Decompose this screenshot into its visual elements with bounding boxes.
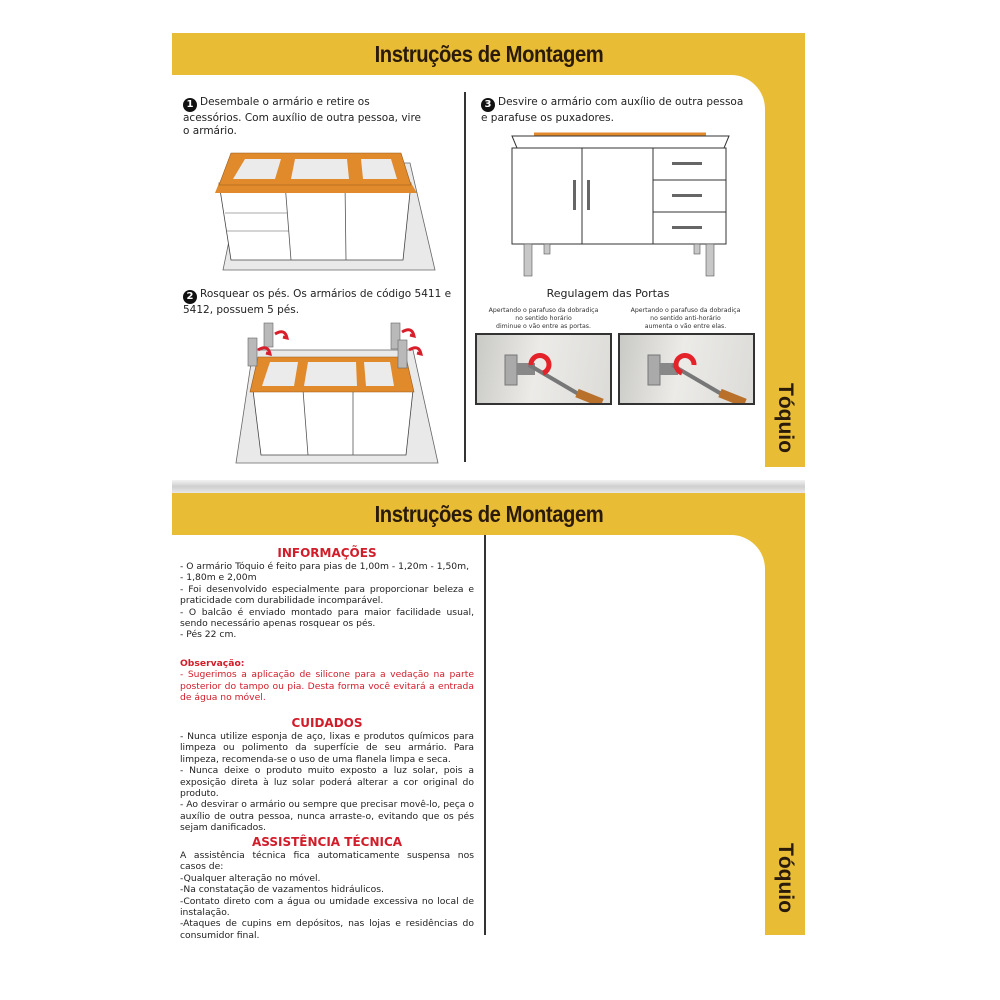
info-item: - 1,80m e 2,00m [180, 572, 257, 584]
hinge-photo-counterclockwise [618, 333, 755, 405]
leg [248, 338, 257, 366]
section-heading: ASSISTÊNCIA TÉCNICA [251, 835, 403, 849]
right-caption [618, 307, 753, 331]
leg [706, 244, 714, 276]
informacoes-section [180, 546, 474, 641]
column-divider [464, 92, 466, 462]
column-divider [484, 535, 486, 935]
step-number-badge: 1 [183, 98, 197, 112]
page-header [172, 33, 805, 75]
assistencia-item: -Ataques de cupins em depósitos, nas lojas e residências do consumidor final. [180, 918, 474, 941]
hinge-photo-clockwise [475, 333, 612, 405]
care-item: - Nunca deixe o produto muito exposto a luz solar, pois a exposição direta à luz solar poderá alterar a cor original do produto. [180, 765, 474, 800]
caption-line: aumenta o vão entre elas. [644, 323, 727, 330]
step-text: Desvire o armário com auxílio de outra pessoa e parafuse os puxadores. [481, 96, 744, 124]
cabinet-upright-illustration [508, 130, 733, 280]
caption-line: diminue o vão entre as portas. [496, 323, 591, 330]
brand-name: Tóquio [774, 383, 797, 453]
section-heading: CUIDADOS [291, 716, 363, 730]
info-item: - Pés 22 cm. [180, 629, 237, 641]
brand-name: Tóquio [774, 843, 797, 913]
care-item: - Nunca utilize esponja de aço, lixas e produtos químicos para limpeza ou polimento da superfície de seu armário. Para limpeza, recomenda-se o uso de uma flanela limpa e seca. [180, 731, 474, 765]
caption-line: no sentido horário [515, 315, 572, 322]
care-item: - Ao desvirar o armário ou sempre que precisar movê-lo, peça o auxílio de outra pessoa, nunca arraste-o, evitando que os pés sejam danificados. [180, 799, 474, 834]
step-text: Rosquear os pés. Os armários de código 5411 e 5412, possuem 5 pés. [183, 288, 452, 316]
assistencia-intro: A assistência técnica fica automaticamente suspensa nos casos de: [180, 850, 474, 873]
observacao-section [180, 658, 474, 704]
cabinet-legs-illustration [228, 320, 443, 465]
page-title: Instruções de Montagem [374, 500, 603, 527]
door-handle [587, 180, 590, 210]
cabinet-upside-down-illustration [205, 145, 445, 275]
step-text: Desembale o armário e retire os acessórios. Com auxílio de outra pessoa, vire o armário. [183, 96, 421, 137]
cabinet-body [219, 183, 411, 260]
info-item: - Foi desenvolvido especialmente para proporcionar beleza e praticidade com durabilidade incomparável. [180, 583, 474, 607]
assistencia-item: -Qualquer alteração no móvel. [180, 872, 321, 884]
door-adjustment-title: Regulagem das Portas [546, 287, 670, 300]
assistencia-item: -Na constatação de vazamentos hidráulicos. [180, 884, 384, 896]
caption-line: Apertando o parafuso da dobradiça [630, 307, 741, 314]
observacao-text: - Sugerimos a aplicação de silicone para a vedação na parte posterior do tampo ou pia. Desta forma você evitará a entrada de água no móvel. [180, 669, 474, 704]
brand-tab [765, 823, 805, 933]
info-item: - O balcão é enviado montado para maior facilidade usual, sendo necessário apenas rosquear os pés. [180, 606, 474, 630]
brand-tab [765, 363, 805, 473]
drawer-handle [672, 162, 702, 165]
step-2 [183, 288, 458, 317]
cuidados-section [180, 716, 474, 834]
leg [398, 340, 407, 368]
drawer-handle [672, 194, 702, 197]
caption-line: Apertando o parafuso da dobradiça [488, 307, 599, 314]
caption-line: no sentido anti-horário [650, 315, 721, 322]
rotate-arrow-icon [275, 332, 287, 338]
step-3 [481, 96, 753, 125]
section-heading: Observação: [180, 658, 245, 669]
drawer-handle [672, 226, 702, 229]
step-number-badge: 2 [183, 290, 197, 304]
door-handle [573, 180, 576, 210]
step-number-badge: 3 [481, 98, 495, 112]
page-title: Instruções de Montagem [374, 40, 603, 67]
section-heading: INFORMAÇÕES [277, 546, 377, 560]
rotate-arrow-icon [402, 330, 414, 336]
assistencia-section [180, 835, 474, 941]
left-caption [476, 307, 611, 331]
cabinet-body [253, 390, 413, 455]
leg [524, 244, 532, 276]
leg [264, 323, 273, 347]
page-header [172, 493, 805, 535]
assistencia-item: -Contato direto com a água ou umidade excessiva no local de instalação. [180, 895, 474, 919]
page-gap [172, 467, 805, 480]
step-1 [183, 96, 428, 138]
page-separator [172, 480, 805, 493]
info-item: - O armário Tóquio é feito para pias de 1,00m - 1,20m - 1,50m, [180, 561, 470, 572]
